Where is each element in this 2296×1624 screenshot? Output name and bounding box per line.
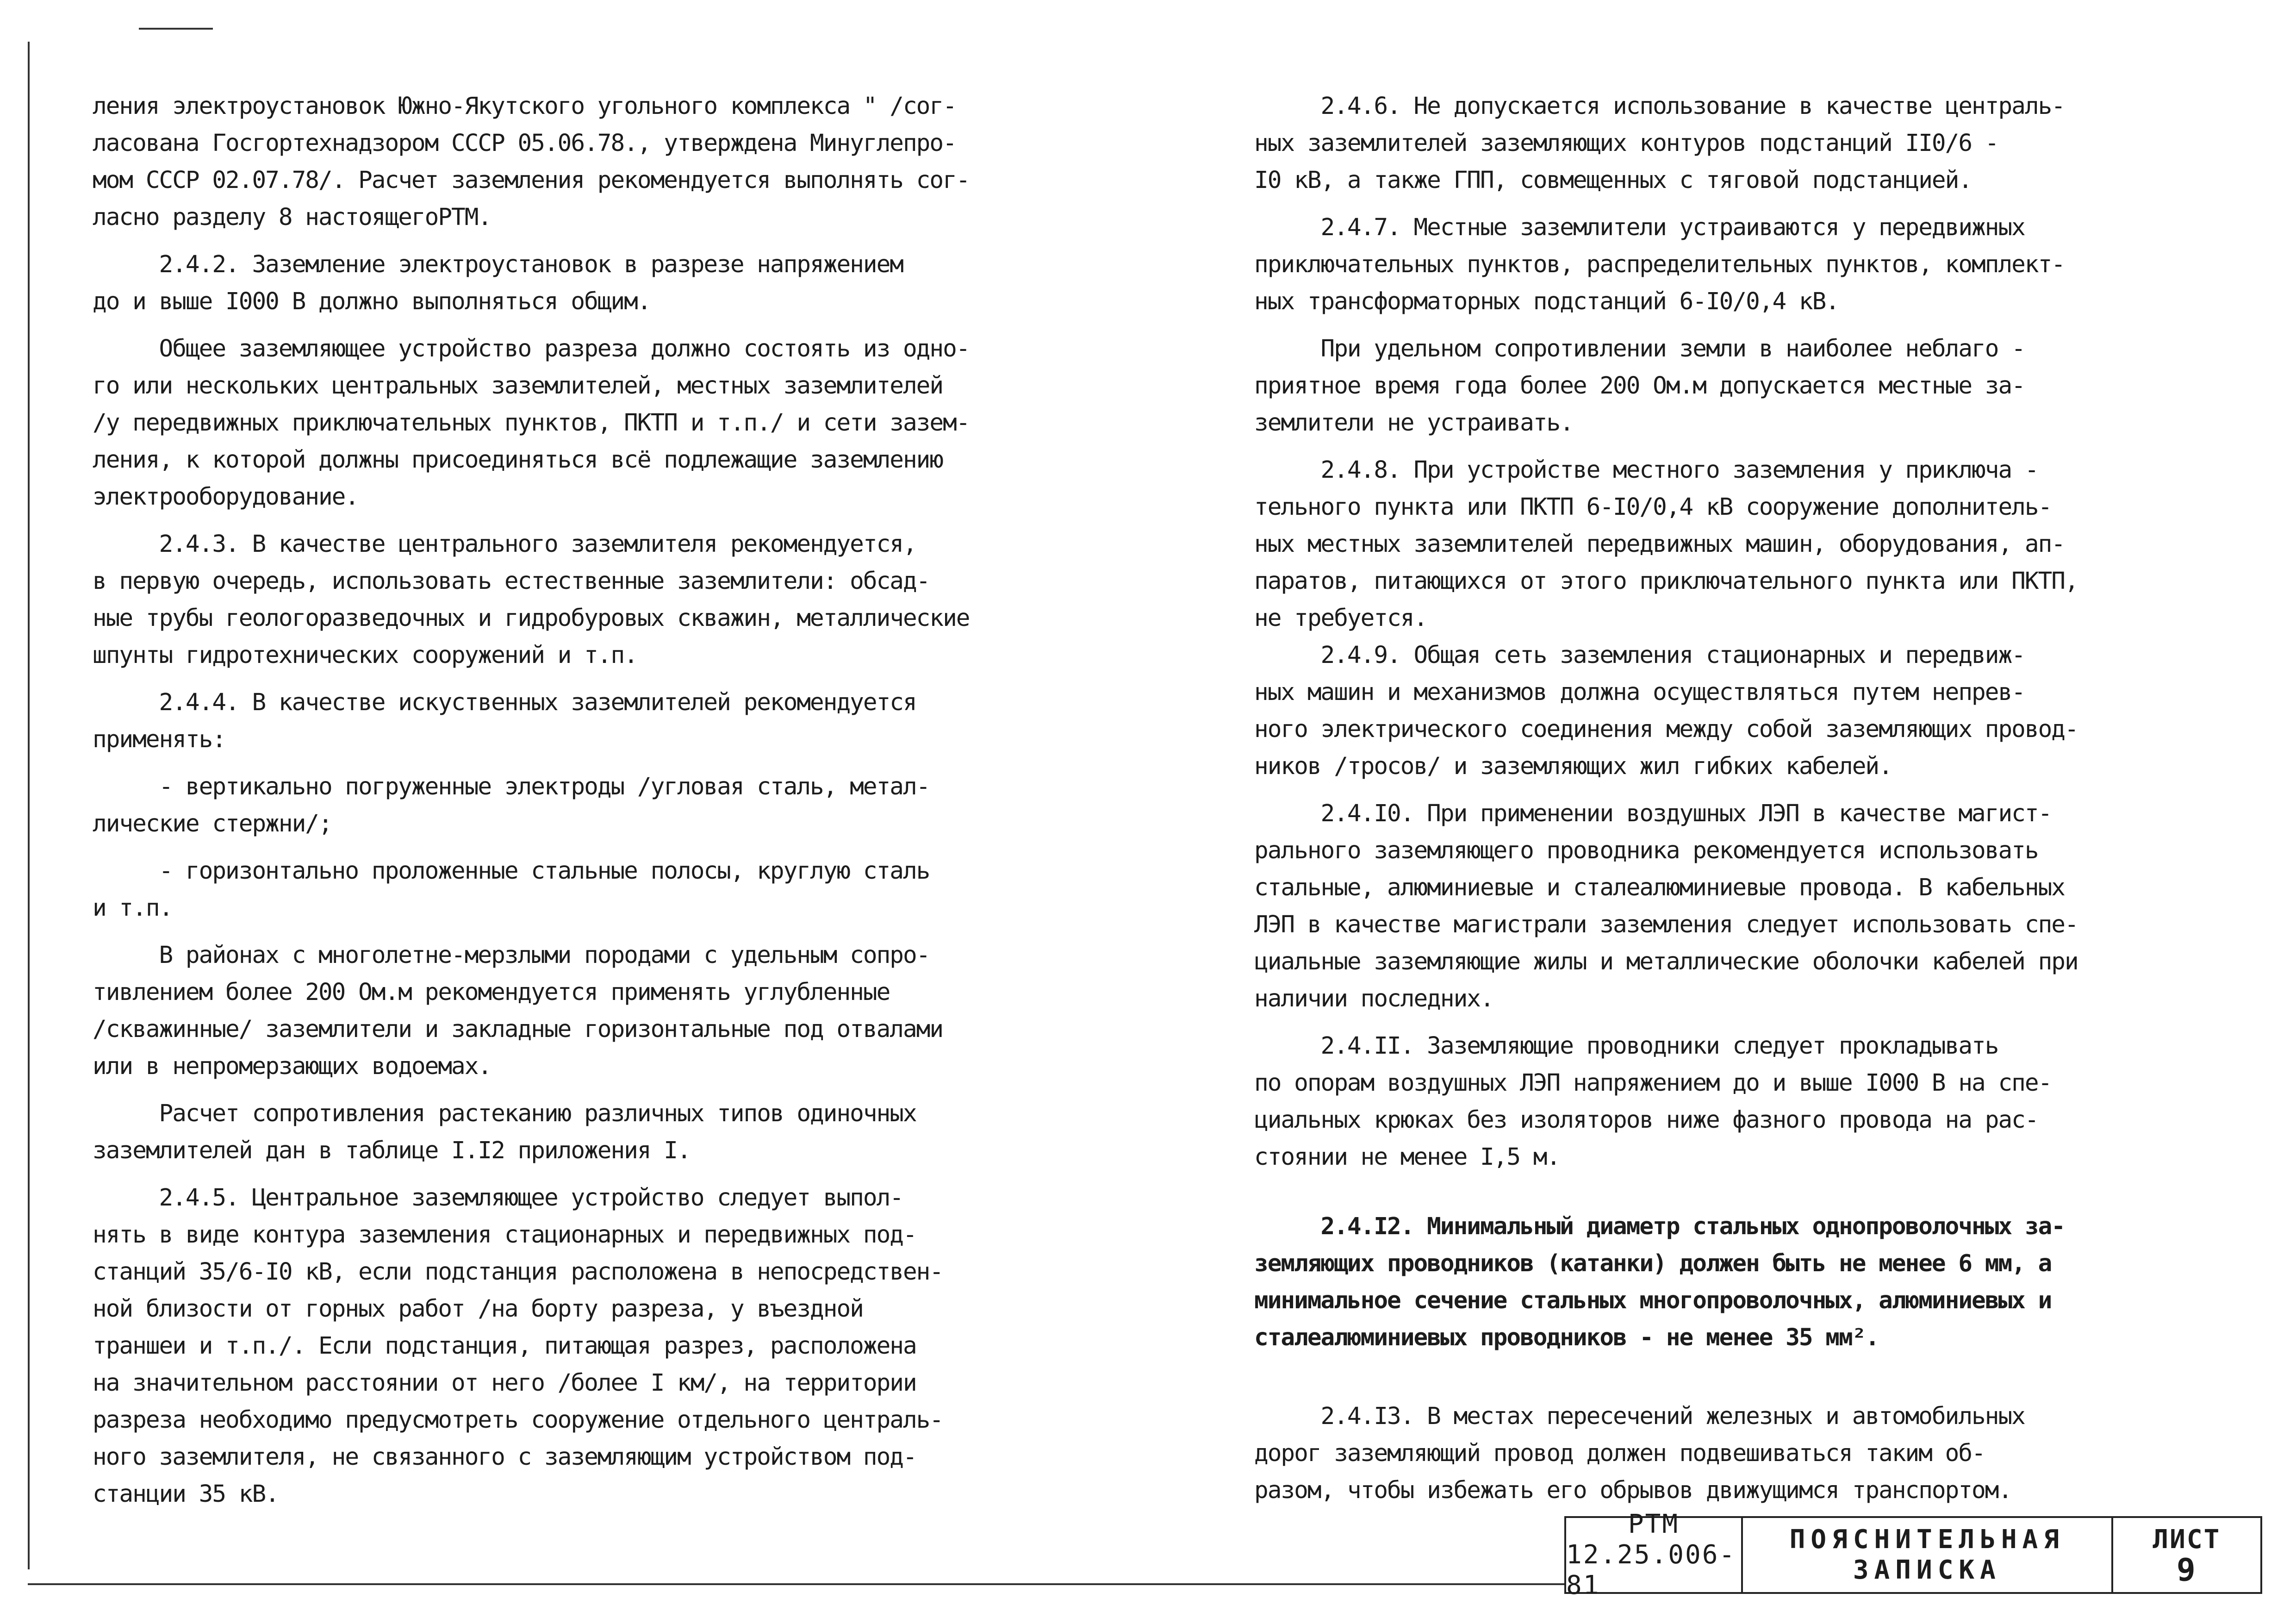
text-line: /у передвижных приключательных пунктов, ПКТП и т.п./ и сети зазем- — [93, 409, 970, 437]
text-line: 2.4.I2. Минимальный диаметр стальных однопроволочных за- — [1254, 1213, 2065, 1240]
text-line: нять в виде контура заземления стационарных и передвижных под- — [93, 1221, 916, 1249]
text-line: 2.4.8. При устройстве местного заземления у приключа - — [1254, 456, 2038, 484]
text-line: 2.4.7. Местные заземлители устраиваются у передвижных — [1254, 214, 2025, 241]
text-line: дорог заземляющий провод должен подвешиваться таким об- — [1254, 1440, 1985, 1467]
text-line: минимальное сечение стальных многопроволочных, алюминиевых и — [1254, 1287, 2052, 1314]
doc-title-line-1: ПОЯСНИТЕЛЬНАЯ — [1789, 1524, 2065, 1555]
text-line: шпунты гидротехнических сооружений и т.п. — [93, 642, 637, 669]
text-line: 2.4.5. Центральное заземляющее устройство следует выпол- — [93, 1184, 903, 1212]
text-line: ласно разделу 8 настоящегоРТМ. — [93, 204, 492, 231]
text-line: ников /тросов/ и заземляющих жил гибких кабелей. — [1254, 753, 1892, 780]
text-line: 2.4.6. Не допускается использование в качестве централь- — [1254, 93, 2065, 120]
text-line: в первую очередь, использовать естественные заземлители: обсад- — [93, 568, 930, 595]
doc-code-line-1: РТМ — [1628, 1509, 1680, 1539]
text-line: циальные заземляющие жилы и металлические оболочки кабелей при — [1254, 948, 2078, 975]
text-line: ной близости от горных работ /на борту разреза, у въездной — [93, 1295, 863, 1323]
text-line: тельного пункта или ПКТП 6-I0/0,4 кВ сооружение дополнитель- — [1254, 493, 2052, 521]
text-line: наличии последних. — [1254, 985, 1493, 1012]
sheet-cell — [2113, 1518, 2260, 1592]
text-line: ных машин и механизмов должна осуществляться путем непрев- — [1254, 679, 2025, 706]
doc-title-cell — [1743, 1518, 2113, 1592]
bottom-edge-line — [28, 1583, 1564, 1585]
text-line: приятное время года более 200 Ом.м допускается местные за- — [1254, 372, 2025, 400]
text-line: и т.п. — [93, 894, 173, 922]
text-line: ного электрического соединения между собой заземляющих провод- — [1254, 716, 2078, 743]
text-line: разом, чтобы избежать его обрывов движущимся транспортом. — [1254, 1477, 2012, 1504]
text-line: 2.4.3. В качестве центрального заземлителя рекомендуется, — [93, 531, 916, 558]
text-line: на значительном расстоянии от него /более I км/, на территории — [93, 1369, 916, 1397]
text-line: электрооборудование. — [93, 483, 359, 511]
text-line: применять: — [93, 726, 226, 753]
text-line: мом СССР 02.07.78/. Расчет заземления рекомендуется выполнять сог- — [93, 167, 970, 194]
text-line: земляющих проводников (катанки) должен быть не менее 6 мм, а — [1254, 1250, 2052, 1277]
text-line: Расчет сопротивления растеканию различных типов одиночных — [93, 1100, 916, 1127]
text-line: стальные, алюминиевые и сталеалюминиевые провода. В кабельных — [1254, 874, 2065, 901]
text-line: I0 кВ, а также ГПП, совмещенных с тяговой подстанцией. — [1254, 167, 1972, 194]
text-line: ного заземлителя, не связанного с заземляющим устройством под- — [93, 1443, 916, 1471]
text-line: станций 35/6-I0 кВ, если подстанция расположена в непосредствен- — [93, 1258, 943, 1286]
text-line: заземлителей дан в таблице I.I2 приложения I. — [93, 1137, 691, 1164]
text-line: - вертикально погруженные электроды /угловая сталь, метал- — [93, 773, 930, 800]
text-line: ЛЭП в качестве магистрали заземления следует использовать спе- — [1254, 911, 2078, 938]
text-line: 2.4.II. Заземляющие проводники следует прокладывать — [1254, 1032, 1998, 1060]
text-line: В районах с многолетне-мерзлыми породами с удельным сопро- — [93, 942, 930, 969]
text-line: или в непромерзающих водоемах. — [93, 1053, 492, 1080]
text-line: до и выше I000 В должно выполняться общим. — [93, 288, 651, 315]
sheet-number: 9 — [2176, 1552, 2197, 1588]
text-line: станции 35 кВ. — [93, 1480, 279, 1508]
text-line: траншеи и т.п./. Если подстанция, питающая разрез, расположена — [93, 1332, 916, 1360]
text-line: паратов, питающихся от этого приключательного пункта или ПКТП, — [1254, 568, 2078, 595]
text-line: ные трубы геологоразведочных и гидробуровых скважин, металлические — [93, 605, 970, 632]
title-block — [1564, 1509, 2262, 1600]
doc-code-cell — [1566, 1509, 1743, 1600]
text-line: циальных крюках без изоляторов ниже фазного провода на рас- — [1254, 1106, 2038, 1134]
text-line: приключательных пунктов, распределительных пунктов, комплект- — [1254, 251, 2065, 278]
text-line: сталеалюминиевых проводников - не менее 35 мм². — [1254, 1324, 1879, 1351]
text-line: 2.4.I0. При применении воздушных ЛЭП в качестве магист- — [1254, 800, 2052, 827]
text-line: Общее заземляющее устройство разреза должно состоять из одно- — [93, 335, 970, 362]
doc-title-line-2: ЗАПИСКА — [1853, 1555, 2001, 1585]
text-line: тивлением более 200 Ом.м рекомендуется применять углубленные — [93, 979, 890, 1006]
text-line: ных заземлителей заземляющих контуров подстанций II0/6 - — [1254, 130, 1998, 157]
text-line: рального заземляющего проводника рекомендуется использовать — [1254, 837, 2038, 864]
text-line: ления, к которой должны присоединяться всё подлежащие заземлению — [93, 446, 943, 474]
text-line: не требуется. — [1254, 605, 1427, 632]
text-line: землители не устраивать. — [1254, 409, 1573, 437]
right-text-column — [1254, 88, 2217, 1509]
left-edge-line — [28, 42, 30, 1569]
text-line: 2.4.9. Общая сеть заземления стационарных и передвиж- — [1254, 642, 2025, 669]
left-text-column — [93, 88, 1101, 1513]
doc-code-line-2: 12.25.006-81 — [1566, 1540, 1736, 1600]
top-edge-line — [139, 28, 213, 30]
text-line: ласована Госгортехнадзором СССР 05.06.78., утверждена Минуглепро- — [93, 130, 956, 157]
text-line: 2.4.2. Заземление электроустановок в разрезе напряжением — [93, 251, 903, 278]
text-line: - горизонтально проложенные стальные полосы, круглую сталь — [93, 857, 930, 885]
text-line: по опорам воздушных ЛЭП напряжением до и выше I000 В на спе- — [1254, 1069, 2052, 1097]
text-line: При удельном сопротивлении земли в наиболее неблаго - — [1254, 335, 2025, 362]
text-line: лические стержни/; — [93, 810, 332, 837]
text-line: 2.4.4. В качестве искуственных заземлителей рекомендуется — [93, 689, 916, 716]
text-line: разреза необходимо предусмотреть сооружение отдельного централь- — [93, 1406, 943, 1434]
text-line: ления электроустановок Южно-Якутского угольного комплекса " /сог- — [93, 93, 956, 120]
text-line: ных трансформаторных подстанций 6-I0/0,4 кВ. — [1254, 288, 1839, 315]
text-line: ных местных заземлителей передвижных машин, оборудования, ап- — [1254, 531, 2065, 558]
text-line: /скважинные/ заземлители и закладные горизонтальные под отвалами — [93, 1016, 943, 1043]
text-line: 2.4.I3. В местах пересечений железных и автомобильных — [1254, 1403, 2025, 1430]
text-line: го или нескольких центральных заземлителей, местных заземлителей — [93, 372, 943, 400]
text-line: стоянии не менее I,5 м. — [1254, 1143, 1560, 1171]
sheet-label: ЛИСТ — [2153, 1524, 2221, 1555]
